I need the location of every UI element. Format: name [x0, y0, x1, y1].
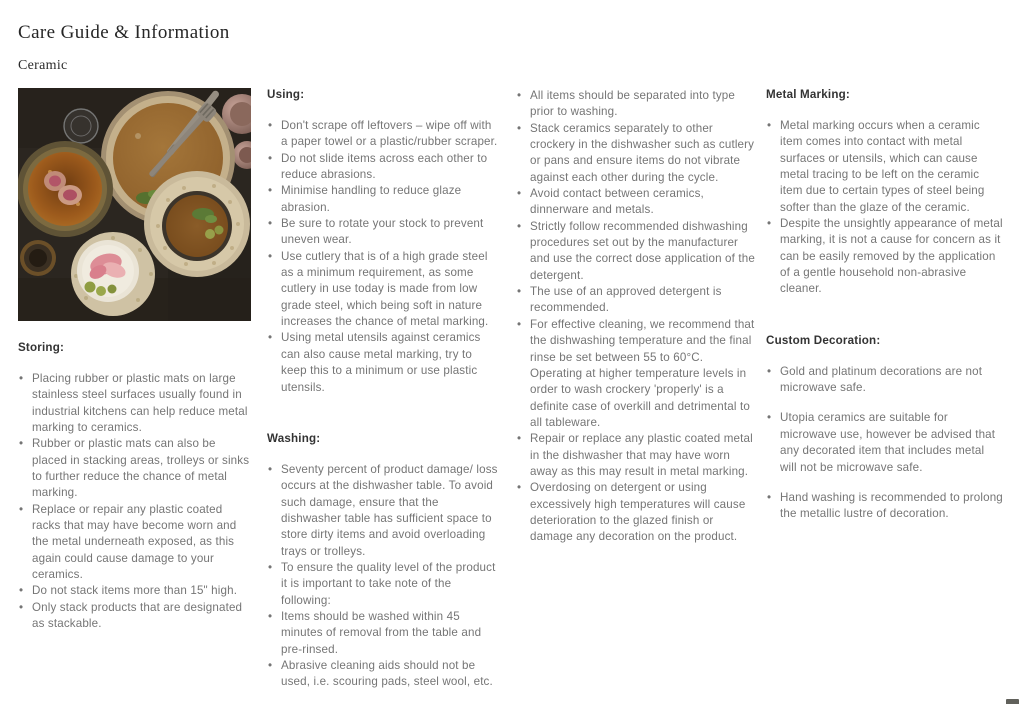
using-bullet: • Minimise handling to reduce glaze abrasion. — [267, 183, 499, 216]
washing-continued-bullet: • For effective cleaning, we recommend that the dishwashing temperature and the final rinse be set between 55 to 60°C. Operating at higher temperature levels in order to wash crockery 'properly' is a definite case of overkill and detrimental to all tableware. — [516, 317, 756, 431]
washing-continued-bullet: • Avoid contact between ceramics, dinnerware and metals. — [516, 186, 756, 219]
metal-marking-bullet: • Metal marking occurs when a ceramic item comes into contact with metal surfaces or utensils, which can cause metal tracing to be left on the ceramic item due to certain types of steel being softer than the glaze of the ceramic. — [766, 118, 1004, 216]
washing-continued-bullet: • The use of an approved detergent is recommended. — [516, 284, 756, 317]
page-subtitle: Ceramic — [18, 58, 68, 73]
using-bullet: • Using metal utensils against ceramics can also cause metal marking, try to keep this to a minimum or use plastic utensils. — [267, 330, 499, 395]
washing-continued-bullet: • All items should be separated into type prior to washing. — [516, 88, 756, 121]
storing-list — [18, 371, 251, 633]
washing-continued-bullet: • Strictly follow recommended dishwashing procedures set out by the manufacturer and use the correct dose application of the detergent. — [516, 219, 756, 284]
washing-continued-bullet: • Overdosing on detergent or using excessively high temperatures will cause deterioration to the glazed finish or damage any decoration on the product. — [516, 480, 756, 545]
ceramic-tableware-photo — [18, 88, 251, 321]
using-bullet: • Use cutlery that is of a high grade steel as a minimum requirement, as some cutlery in use today is made from low grade steel, which being soft in nature increases the chance of metal marking. — [267, 249, 499, 331]
washing-list — [267, 462, 499, 691]
washing-bullet: • To ensure the quality level of the product it is important to take note of the following: — [267, 560, 499, 609]
page-corner-mark — [1006, 699, 1019, 704]
metal-marking-list — [766, 118, 1004, 298]
ceramic-tableware-illustration — [18, 88, 251, 321]
custom-decoration-bullet: • Gold and platinum decorations are not microwave safe. — [766, 364, 1004, 397]
custom-decoration-list — [766, 364, 1004, 523]
page-title: Care Guide & Information — [18, 22, 230, 43]
storing-bullet: • Replace or repair any plastic coated racks that may have become worn and the metal underneath exposed, as this again could cause damage to your ceramics. — [18, 502, 251, 584]
washing-continued-bullet: • Repair or replace any plastic coated metal in the dishwasher that may have worn away as this may result in metal marking. — [516, 431, 756, 480]
using-list — [267, 118, 499, 396]
washing-heading: Washing: — [267, 431, 321, 445]
washing-continued-list — [516, 88, 756, 546]
column-using-washing — [267, 88, 499, 691]
storing-heading: Storing: — [18, 341, 65, 354]
custom-decoration-bullet: • Utopia ceramics are suitable for microwave use, however be advised that any decorated item that includes metal will not be microwave safe. — [766, 410, 1004, 475]
column-photo-storing — [18, 88, 251, 633]
custom-decoration-bullet: • Hand washing is recommended to prolong the metallic lustre of decoration. — [766, 490, 1004, 523]
storing-bullet: • Do not stack items more than 15" high. — [18, 583, 251, 599]
metal-marking-bullet: • Despite the unsightly appearance of metal marking, it is not a cause for concern as it can be easily removed by the application of a gentle household non-abrasive cleaner. — [766, 216, 1004, 298]
using-bullet: • Be sure to rotate your stock to prevent uneven wear. — [267, 216, 499, 249]
using-bullet: • Don't scrape off leftovers – wipe off with a paper towel or a plastic/rubber scraper. — [267, 118, 499, 151]
column-metal-custom — [766, 88, 1004, 523]
using-bullet: • Do not slide items across each other to reduce abrasions. — [267, 151, 499, 184]
storing-bullet: • Rubber or plastic mats can also be placed in stacking areas, trolleys or sinks to further reduce the chance of metal marking. — [18, 436, 251, 501]
custom-decoration-heading: Custom Decoration: — [766, 333, 881, 347]
washing-continued-bullet: • Stack ceramics separately to other crockery in the dishwasher such as cutlery or pans and ensure items do not vibrate against each other during the cycle. — [516, 121, 756, 186]
storing-bullet: • Only stack products that are designated as stackable. — [18, 600, 251, 633]
using-heading: Using: — [267, 88, 305, 101]
metal-marking-heading: Metal Marking: — [766, 88, 850, 101]
washing-bullet: • Abrasive cleaning aids should not be used, i.e. scouring pads, steel wool, etc. — [267, 658, 499, 691]
storing-bullet: • Placing rubber or plastic mats on large stainless steel surfaces usually found in industrial kitchens can help reduce metal marking to ceramics. — [18, 371, 251, 436]
washing-bullet: • Seventy percent of product damage/ loss occurs at the dishwasher table. To avoid such damage, ensure that the dishwasher table has sufficient space to store dirty items and avoid overloading trays or trolleys. — [267, 462, 499, 560]
column-washing-continued — [516, 88, 756, 546]
washing-bullet: • Items should be washed within 45 minutes of removal from the table and pre-rinsed. — [267, 609, 499, 658]
